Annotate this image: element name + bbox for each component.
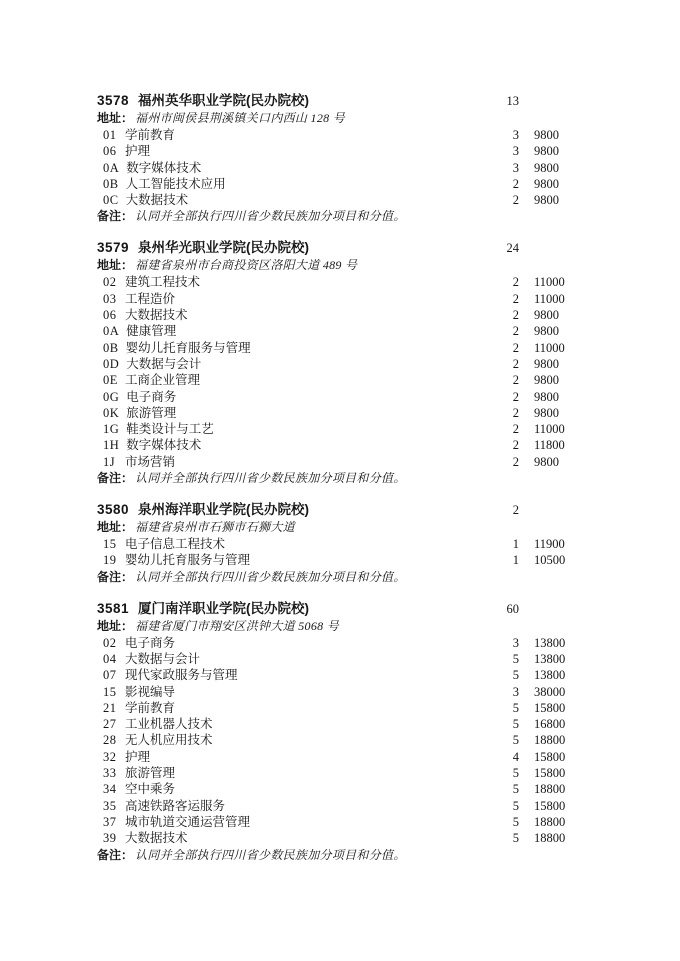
college-header-row	[97, 239, 571, 257]
major-row	[97, 389, 571, 405]
college-total-count: 2	[512, 503, 519, 518]
major-plan-count: 2	[512, 291, 519, 306]
major-name: 工业机器人技术	[125, 717, 213, 732]
major-plan-count: 5	[512, 700, 519, 715]
major-row	[97, 635, 571, 651]
major-name: 大数据与会计	[125, 651, 201, 666]
major-name: 学前教育	[125, 700, 176, 715]
major-name: 大数据与会计	[126, 356, 202, 371]
major-plan-count: 2	[512, 454, 519, 469]
major-name: 工程造价	[125, 291, 176, 306]
major-code: 1H	[103, 438, 120, 453]
major-tuition-fee: 9800	[534, 144, 559, 159]
major-tuition-fee: 9800	[534, 454, 559, 469]
major-tuition-fee: 9800	[534, 373, 559, 388]
major-name: 人工智能技术应用	[125, 176, 226, 191]
note-label: 备注：	[97, 847, 134, 862]
major-code: 32	[103, 749, 117, 764]
major-name: 数字媒体技术	[126, 160, 202, 175]
major-plan-count: 5	[512, 831, 519, 846]
major-name: 空中乘务	[125, 782, 176, 797]
major-tuition-fee: 15800	[534, 766, 566, 781]
major-tuition-fee: 11000	[534, 275, 565, 290]
college-note-row	[97, 847, 571, 864]
major-name: 大数据技术	[125, 308, 188, 323]
major-tuition-fee: 10500	[534, 553, 566, 568]
major-plan-count: 3	[512, 160, 519, 175]
major-tuition-fee: 18800	[534, 782, 566, 797]
college-header-row	[97, 92, 571, 110]
major-name: 婴幼儿托育服务与管理	[125, 340, 251, 355]
major-plan-count: 5	[512, 766, 519, 781]
major-code: 01	[103, 128, 117, 142]
major-name: 大数据技术	[125, 193, 189, 208]
major-name: 高速铁路客运服务	[125, 798, 226, 813]
majors-list	[97, 274, 571, 470]
major-row	[97, 127, 571, 143]
major-code: 07	[103, 668, 117, 683]
major-plan-count: 2	[512, 340, 519, 355]
major-code: 19	[103, 553, 117, 568]
major-plan-count: 2	[512, 438, 519, 453]
major-row	[97, 274, 571, 290]
major-row	[97, 143, 571, 159]
major-plan-count: 4	[512, 749, 519, 764]
major-tuition-fee: 13800	[534, 635, 566, 650]
major-row	[97, 830, 571, 846]
major-code: 35	[103, 798, 117, 813]
college-name: 泉州海洋职业学院(民办院校)	[138, 502, 310, 518]
major-tuition-fee: 9800	[534, 176, 559, 191]
major-tuition-fee: 9800	[534, 308, 559, 323]
major-code: 0E	[103, 373, 118, 388]
major-plan-count: 3	[512, 635, 519, 650]
address-label: 地址：	[97, 258, 134, 273]
college-note-row	[97, 569, 571, 586]
major-row	[97, 192, 571, 208]
majors-list	[97, 536, 571, 569]
major-row	[97, 781, 571, 797]
major-tuition-fee: 11000	[534, 340, 565, 355]
major-plan-count: 3	[512, 684, 519, 699]
major-tuition-fee: 9800	[534, 389, 559, 404]
major-name: 电子商务	[126, 389, 177, 404]
major-row	[97, 160, 571, 176]
major-row	[97, 437, 571, 453]
major-tuition-fee: 15800	[534, 798, 566, 813]
major-code: 15	[103, 537, 117, 552]
note-label: 备注：	[97, 471, 134, 486]
major-plan-count: 1	[512, 553, 519, 568]
major-tuition-fee: 9800	[534, 193, 559, 208]
college-note-row	[97, 470, 571, 487]
note-label: 备注：	[97, 569, 134, 584]
major-row	[97, 536, 571, 552]
college-total-count: 13	[506, 94, 519, 108]
major-tuition-fee: 18800	[534, 733, 566, 748]
major-code: 0K	[103, 405, 120, 420]
college-total-count: 24	[506, 241, 519, 256]
major-plan-count: 5	[512, 651, 519, 666]
major-code: 34	[103, 782, 117, 797]
major-code: 0B	[103, 176, 119, 191]
major-code: 39	[103, 831, 117, 846]
major-row	[97, 716, 571, 732]
major-plan-count: 5	[512, 814, 519, 829]
major-tuition-fee: 13800	[534, 651, 566, 666]
major-plan-count: 2	[512, 308, 519, 323]
major-row	[97, 732, 571, 748]
college-name: 厦门南洋职业学院(民办院校)	[138, 600, 310, 616]
major-code: 1G	[103, 422, 120, 437]
major-name: 学前教育	[125, 128, 176, 142]
college-header-row	[97, 501, 571, 519]
major-plan-count: 1	[512, 537, 519, 552]
college-code: 3580	[97, 502, 130, 518]
major-code: 28	[103, 733, 117, 748]
major-tuition-fee: 13800	[534, 668, 566, 683]
major-row	[97, 372, 571, 388]
major-row	[97, 798, 571, 814]
major-row	[97, 340, 571, 356]
college-code: 3581	[97, 600, 130, 616]
major-tuition-fee: 9800	[534, 405, 559, 420]
major-tuition-fee: 18800	[534, 831, 566, 846]
major-row	[97, 700, 571, 716]
major-tuition-fee: 11000	[534, 422, 565, 437]
major-row	[97, 765, 571, 781]
note-text: 认同并全部执行四川省少数民族加分项目和分值。	[135, 471, 406, 486]
major-tuition-fee: 9800	[534, 356, 559, 371]
major-plan-count: 5	[512, 798, 519, 813]
college-address-row	[97, 519, 571, 536]
major-tuition-fee: 16800	[534, 717, 566, 732]
major-tuition-fee: 11900	[534, 537, 565, 552]
major-name: 无人机应用技术	[125, 733, 213, 748]
major-code: 1J	[103, 454, 116, 469]
college-sections-list	[97, 92, 571, 878]
major-tuition-fee: 9800	[534, 324, 559, 339]
college-section	[97, 239, 571, 487]
major-name: 护理	[125, 749, 151, 764]
note-label: 备注：	[97, 209, 134, 224]
major-code: 06	[103, 308, 117, 323]
college-name: 福州英华职业学院(民办院校)	[138, 93, 310, 108]
major-code: 0C	[103, 193, 119, 208]
major-plan-count: 2	[512, 324, 519, 339]
major-row	[97, 176, 571, 192]
address-text: 福建省泉州市石狮市石狮大道	[135, 520, 295, 535]
address-text: 福州市闽侯县荆溪镇关口内西山 128 号	[135, 111, 346, 125]
address-text: 福建省厦门市翔安区洪钟大道 5068 号	[135, 618, 340, 633]
address-text: 福建省泉州市台商投资区洛阳大道 489 号	[135, 258, 358, 273]
major-code: 0D	[103, 356, 120, 371]
major-tuition-fee: 9800	[534, 128, 559, 142]
major-code: 02	[103, 635, 117, 650]
major-plan-count: 2	[512, 389, 519, 404]
major-tuition-fee: 15800	[534, 749, 566, 764]
major-plan-count: 2	[512, 405, 519, 420]
major-code: 04	[103, 651, 117, 666]
major-plan-count: 5	[512, 668, 519, 683]
college-header-row	[97, 600, 571, 618]
college-address-row	[97, 110, 571, 127]
college-section	[97, 92, 571, 225]
major-code: 0A	[103, 160, 120, 175]
address-label: 地址：	[97, 520, 134, 535]
college-code: 3578	[97, 93, 130, 108]
major-code: 03	[103, 291, 117, 306]
college-name: 泉州华光职业学院(民办院校)	[138, 240, 310, 256]
major-code: 33	[103, 766, 117, 781]
major-name: 电子商务	[125, 635, 176, 650]
major-code: 02	[103, 275, 117, 290]
major-code: 0A	[103, 324, 120, 339]
major-code: 15	[103, 684, 117, 699]
address-label: 地址：	[97, 618, 134, 633]
major-plan-count: 3	[512, 144, 519, 159]
major-row	[97, 651, 571, 667]
major-code: 27	[103, 717, 117, 732]
college-total-count: 60	[506, 601, 519, 616]
major-plan-count: 5	[512, 733, 519, 748]
major-plan-count: 2	[512, 356, 519, 371]
major-name: 旅游管理	[126, 405, 177, 420]
major-name: 鞋类设计与工艺	[126, 422, 214, 437]
major-name: 健康管理	[126, 324, 177, 339]
major-row	[97, 291, 571, 307]
major-code: 21	[103, 700, 117, 715]
major-plan-count: 2	[512, 193, 519, 208]
major-tuition-fee: 18800	[534, 814, 566, 829]
college-address-row	[97, 618, 571, 635]
major-row	[97, 421, 571, 437]
major-row	[97, 323, 571, 339]
major-name: 婴幼儿托育服务与管理	[125, 553, 251, 568]
college-code: 3579	[97, 240, 130, 256]
major-tuition-fee: 15800	[534, 700, 566, 715]
majors-list	[97, 635, 571, 847]
major-name: 影视编导	[125, 684, 176, 699]
major-code: 37	[103, 814, 117, 829]
major-code: 0B	[103, 340, 119, 355]
major-tuition-fee: 9800	[534, 160, 559, 175]
major-row	[97, 356, 571, 372]
major-code: 06	[103, 144, 117, 159]
major-row	[97, 405, 571, 421]
major-name: 市场营销	[125, 454, 176, 469]
major-tuition-fee: 11800	[534, 438, 565, 453]
major-plan-count: 2	[512, 422, 519, 437]
note-text: 认同并全部执行四川省少数民族加分项目和分值。	[135, 847, 406, 862]
major-tuition-fee: 11000	[534, 291, 565, 306]
address-label: 地址：	[97, 111, 134, 125]
major-name: 现代家政服务与管理	[125, 668, 238, 683]
major-name: 大数据技术	[125, 831, 188, 846]
college-section	[97, 600, 571, 864]
college-address-row	[97, 257, 571, 274]
major-code: 0G	[103, 389, 120, 404]
major-name: 城市轨道交通运营管理	[125, 814, 251, 829]
major-row	[97, 684, 571, 700]
major-plan-count: 5	[512, 717, 519, 732]
major-row	[97, 307, 571, 323]
college-section	[97, 501, 571, 586]
major-tuition-fee: 38000	[534, 684, 566, 699]
college-note-row	[97, 208, 571, 225]
major-row	[97, 552, 571, 568]
major-row	[97, 454, 571, 470]
major-name: 电子信息工程技术	[125, 537, 226, 552]
major-name: 旅游管理	[125, 766, 176, 781]
major-name: 护理	[125, 144, 151, 159]
major-row	[97, 749, 571, 765]
major-name: 数字媒体技术	[126, 438, 202, 453]
major-plan-count: 2	[512, 373, 519, 388]
major-row	[97, 814, 571, 830]
major-plan-count: 5	[512, 782, 519, 797]
note-text: 认同并全部执行四川省少数民族加分项目和分值。	[135, 209, 406, 224]
majors-list	[97, 127, 571, 208]
major-name: 建筑工程技术	[125, 275, 201, 290]
major-name: 工商企业管理	[125, 373, 201, 388]
major-plan-count: 2	[512, 275, 519, 290]
major-plan-count: 3	[512, 128, 519, 142]
note-text: 认同并全部执行四川省少数民族加分项目和分值。	[135, 569, 406, 584]
major-row	[97, 667, 571, 683]
major-plan-count: 2	[512, 176, 519, 191]
